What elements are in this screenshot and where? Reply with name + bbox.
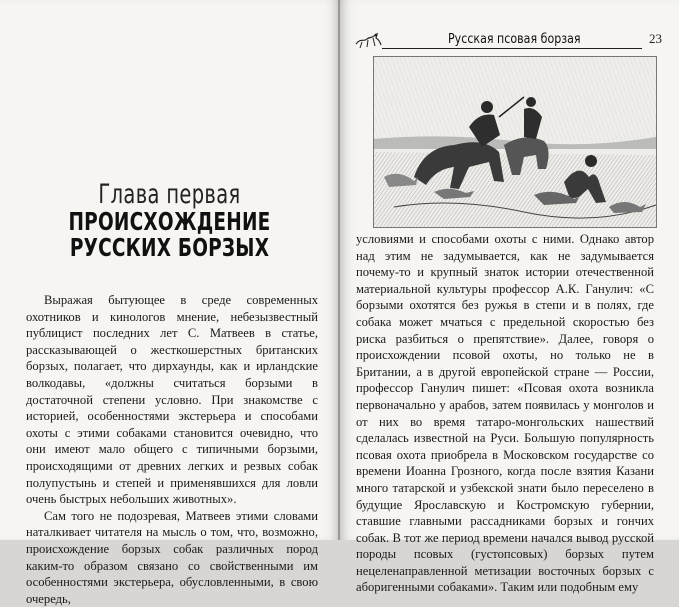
chapter-title-line-1: ПРОИСХОЖДЕНИЕ — [68, 207, 271, 236]
paragraph: условиями и способами охоты с ними. Однако автор над этим не задумывается, как не задумывается почему-то и крупный знаток истории отечественной материальной культуры профессор А.К. Ганулич: «С борзыми охотятся без ружья в степи и в полях, где собака может мчаться с предельной скоростью без риска разбиться о препятствие». Далее, говоря о происхождении псовой охоты, но только не в Британии, а в другой европейской стране — России, профессор Ганулич пишет: «Псовая охота возникла первоначально у арабов, затем появилась у монголов и от них во время татаро-монгольских нашествий сделалась известной на Руси. Большую популярность псовая охота приобрела в Московском государстве со времени Иоанна Грозного, когда после взятия Казани много татарской и узбекской знати было переселено в будущие Ярославскую и Костромскую губернии, ставшие главными рассадниками борзых и гончих собак. В тот же период времени начался вывод русской породы псовых (густопсовых) борзых путем нецеленаправленной метизации восточных борзых с аборигенными собаками». Таким или подобным ему — [356, 232, 654, 595]
left-page — [0, 0, 339, 606]
hunting-engraving-image — [373, 56, 657, 228]
left-body-text — [26, 292, 318, 607]
right-page — [340, 0, 679, 595]
chapter-heading — [0, 180, 339, 261]
right-body-text — [356, 231, 654, 596]
page-number: 23 — [649, 31, 662, 46]
paragraph: Сам того не подозревая, Матвеев этими словами наталкивает читателя на мысль о том, что, возможно, происхождение борзых собак различных пород каким-то образом связано со свойственными им особенностями экстерьера, обусловленными, в свою очередь, — [26, 508, 318, 606]
paragraph: Выражая бытующее в среде современных охотников и кинологов мнение, небезызвестный публицист последних лет С. Матвеев в статье, рассказывающей о жесткошерстных британских борзых, полагает, что дирхаунды, как и ирландские волкодавы, «должны считаться борзыми в достаточной степени условно. При знакомстве с историей, особенностями экстерьера и способами охоты с этими собаками становится очевидно, что они имеют мало общего с типичными борзыми, происходящими от древних легких и резвых собак полупустынь и степей и применявшихся для ловли очень быстрых небольших животных». — [26, 293, 318, 507]
running-header — [354, 30, 666, 50]
chapter-title-line-2: РУССКИХ БОРЗЫХ — [69, 233, 270, 262]
chapter-label: Глава первая — [98, 179, 241, 210]
hound-ornament-icon — [354, 30, 384, 50]
header-rule — [382, 48, 642, 49]
running-title: Русская псовая борзая — [448, 31, 581, 47]
